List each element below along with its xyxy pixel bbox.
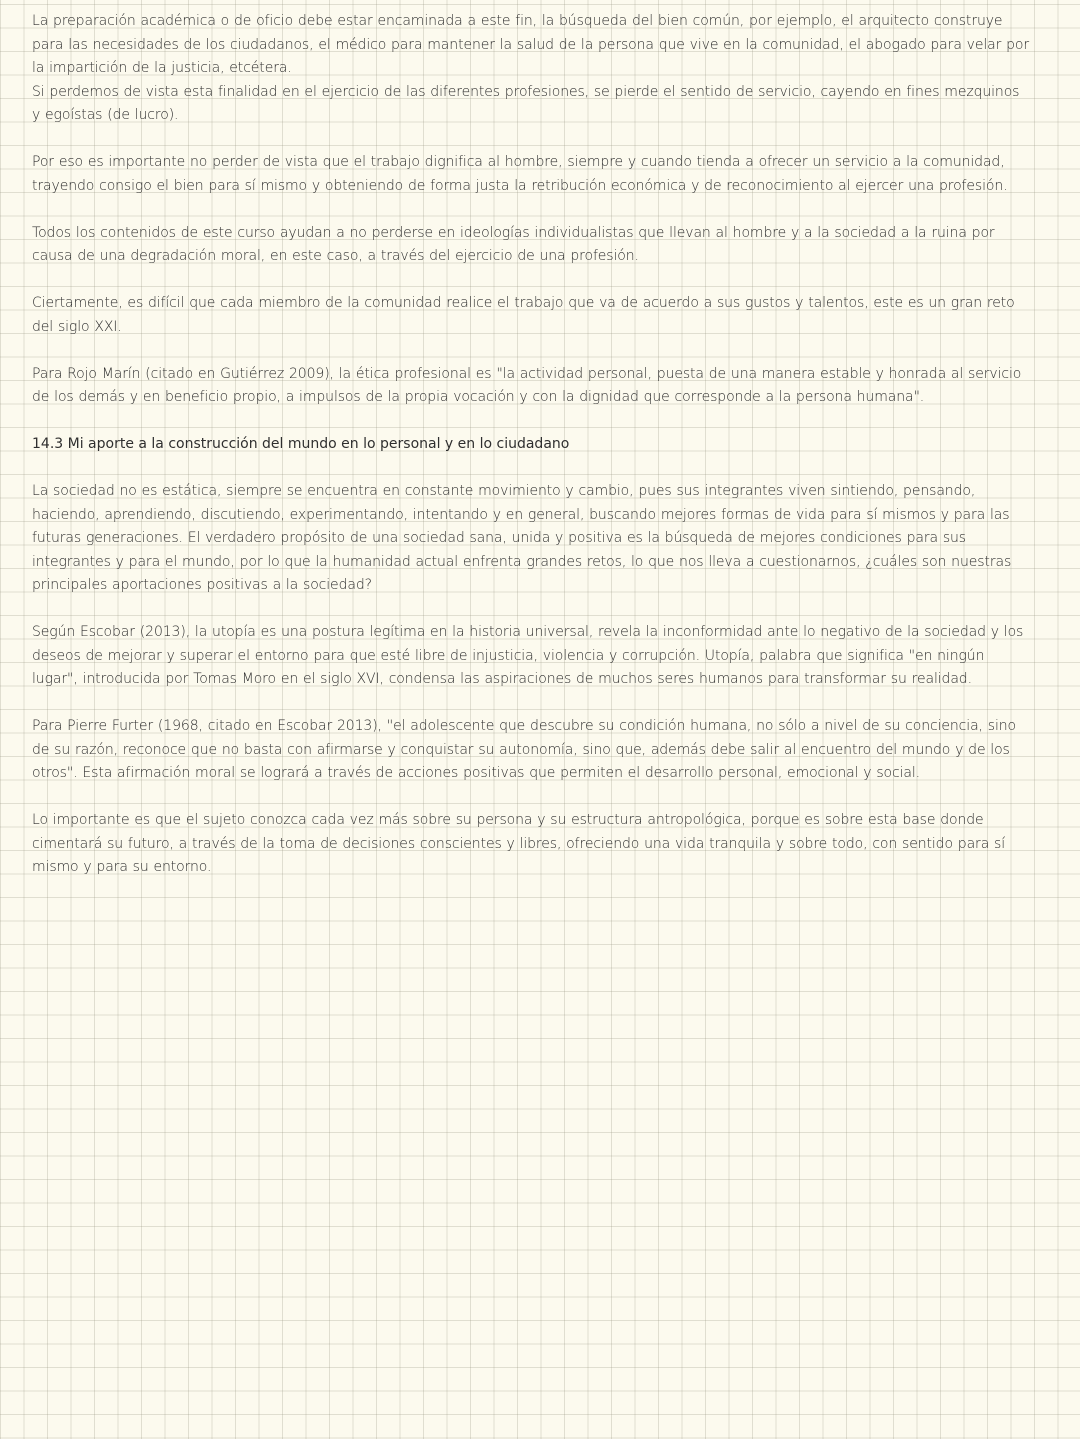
notes-body [32, 10, 1032, 903]
paragraph-contenidos-curso: Todos los contenidos de este curso ayudan a no perderse en ideologías individualistas que llevan al hombre y a la sociedad a la ruina por causa de una degradación moral, en este caso, a través del ejercicio de una profesión. [32, 224, 995, 264]
section-heading: 14.3 Mi aporte a la construcción del mundo en lo personal y en lo ciudadano [32, 436, 570, 452]
paragraph-reto-siglo: Ciertamente, es difícil que cada miembro de la comunidad realice el trabajo que va de acuerdo a sus gustos y talentos, este es un gran reto del siglo XXI. [32, 295, 1015, 335]
paragraph-trabajo-dignifica: Por eso es importante no perder de vista que el trabajo dignifica al hombre, siempre y cuando tienda a ofrecer un servicio a la comunidad, trayendo consigo el bien para sí mismo y obteniendo de forma justa la retribución económica y de reconocimiento al ejercer una profesión. [32, 154, 1008, 194]
paragraph-pierre-furter: Para Pierre Furter (1968, citado en Escobar 2013), "el adolescente que descubre su condición humana, no sólo a nivel de su conciencia, sino de su razón, reconoce que no basta con afirmarse y conquistar su autonomía, sino que, además debe salir al encuentro del mundo y de los otros". Esta afirmación moral se logrará a través de acciones positivas que permiten el desarrollo personal, emocional y social. [32, 718, 1016, 781]
paragraph-finalidad: Si perdemos de vista esta finalidad en el ejercicio de las diferentes profesiones, se pierde el sentido de servicio, cayendo en fines mezquinos y egoístas (de lucro). [32, 83, 1020, 123]
paragraph-conclusion: Lo importante es que el sujeto conozca cada vez más sobre su persona y su estructura antropológica, porque es sobre esta base donde cimentará su futuro, a través de la toma de decisiones conscientes y libres, ofreciendo una vida tranquila y sobre todo, con sentido para sí mismo y para su entorno. [32, 812, 1006, 875]
paragraph-utopia: Según Escobar (2013), la utopía es una postura legítima en la historia universal, revela la inconformidad ante lo negativo de la sociedad y los deseos de mejorar y superar el entorno para que esté libre de injusticia, violencia y corrupción. Utopía, palabra que significa "en ningún lugar", introducida por Tomas Moro en el siglo XVI, condensa las aspiraciones de muchos seres humanos para transformar su realidad. [32, 624, 1024, 687]
paragraph-sociedad: La sociedad no es estática, siempre se encuentra en constante movimiento y cambio, pues sus integrantes viven sintiendo, pensando, haciendo, aprendiendo, discutiendo, experimentando, intentando y en general, buscando mejores formas de vida para sí mismos y para las futuras generaciones. El verdadero propósito de una sociedad sana, unida y positiva es la búsqueda de mejores condiciones para sus integrantes y para el mundo, por lo que la humanidad actual enfrenta grandes retos, lo que nos lleva a cuestionarnos, ¿cuáles son nuestras principales aportaciones positivas a la sociedad? [32, 483, 1012, 593]
paragraph-bien-comun: La preparación académica o de oficio debe estar encaminada a este fin, la búsqueda del bien común, por ejemplo, el arquitecto construye para las necesidades de los ciudadanos, el médico para mantener la salud de la persona que vive en la comunidad, el abogado para velar por la impartición de la justicia, etcétera. [32, 13, 1030, 76]
paragraph-etica-profesional: Para Rojo Marín (citado en Gutiérrez 2009), la ética profesional es "la actividad personal, puesta de una manera estable y honrada al servicio de los demás y en beneficio propio, a impulsos de la propia vocación y con la dignidad que corresponde a la persona humana". [32, 365, 1022, 405]
